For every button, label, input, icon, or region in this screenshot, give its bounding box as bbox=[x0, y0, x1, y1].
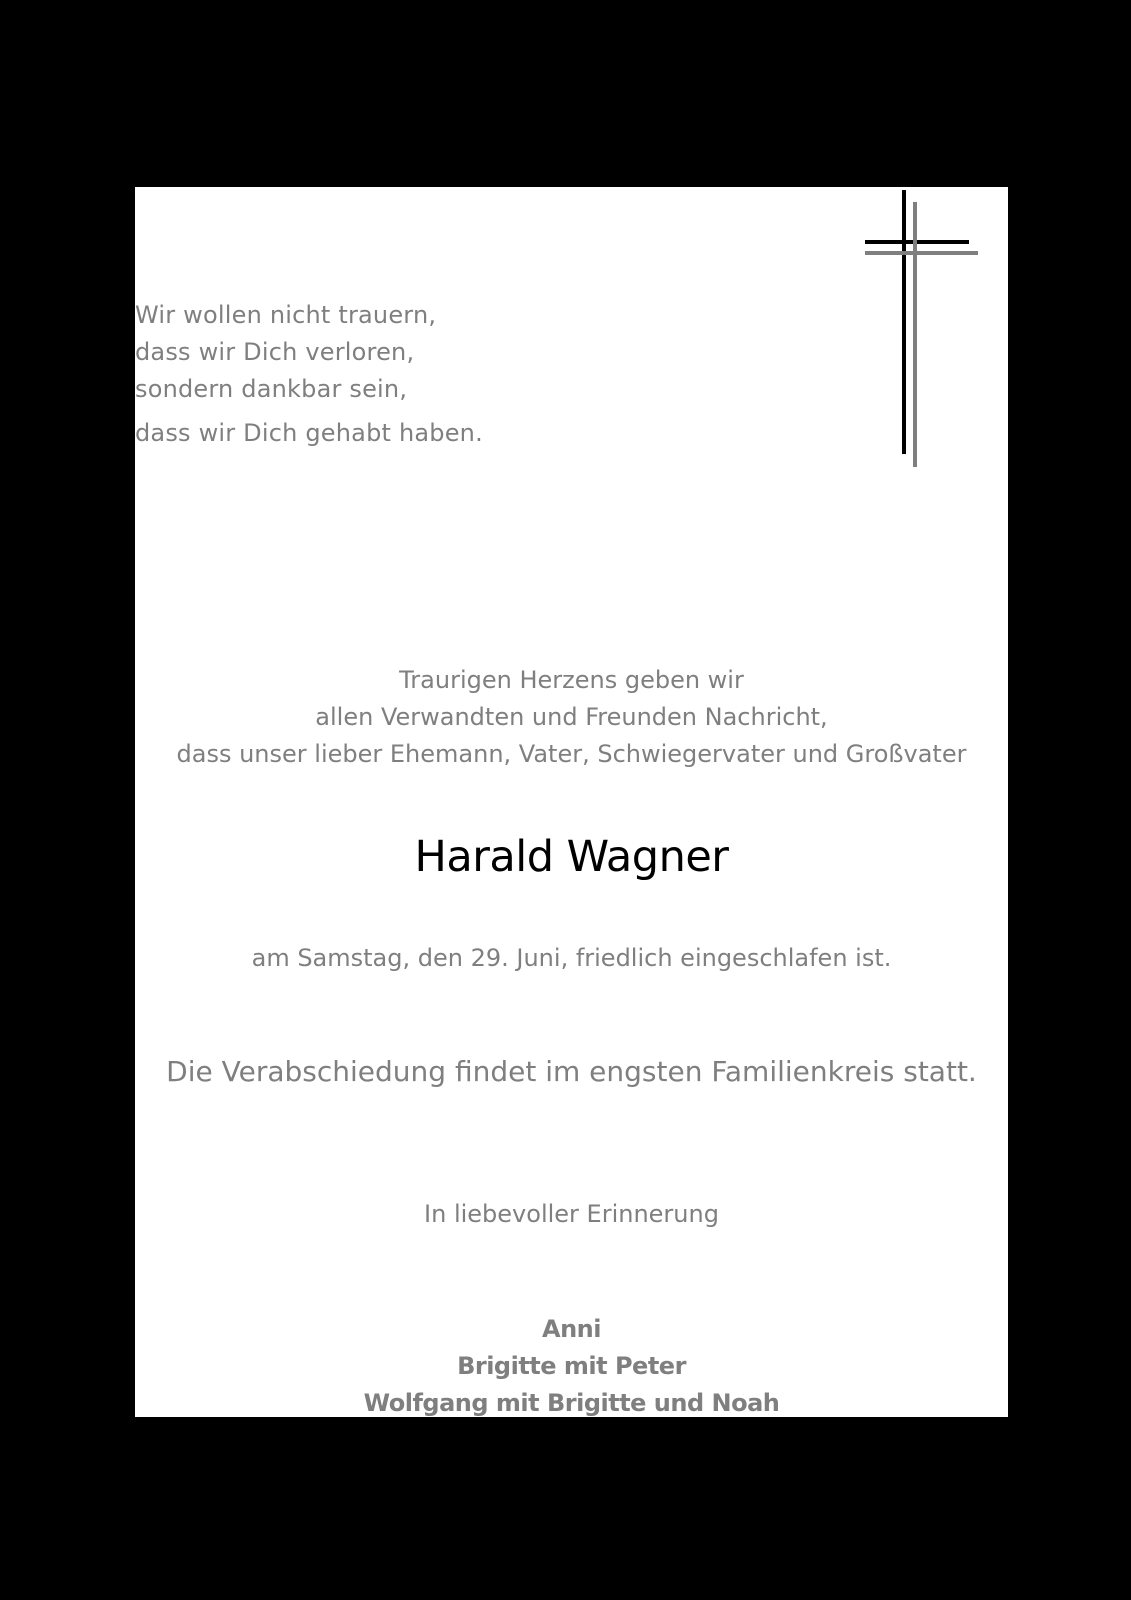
farewell-text: Die Verabschiedung findet im engsten Familienkreis statt. bbox=[166, 1055, 977, 1088]
intro-text bbox=[135, 662, 1008, 773]
date-text: am Samstag, den 29. Juni, friedlich eingeschlafen ist. bbox=[251, 944, 892, 972]
poem bbox=[135, 297, 483, 452]
family-signatures bbox=[135, 1311, 1008, 1417]
double-cross-icon bbox=[865, 187, 1008, 477]
obituary-page bbox=[135, 187, 1008, 1417]
family-line: Wolfgang mit Brigitte und Noah bbox=[363, 1389, 780, 1417]
family-line: Anni bbox=[542, 1315, 601, 1343]
family-line: Brigitte mit Peter bbox=[457, 1352, 686, 1380]
poem-line: dass wir Dich gehabt haben. bbox=[135, 419, 483, 447]
intro-line: dass unser lieber Ehemann, Vater, Schwiegervater und Großvater bbox=[176, 740, 967, 768]
poem-line: sondern dankbar sein, bbox=[135, 375, 408, 403]
deceased-name: Harald Wagner bbox=[414, 832, 729, 882]
memory-text: In liebevoller Erinnerung bbox=[424, 1200, 719, 1228]
intro-line: allen Verwandten und Freunden Nachricht, bbox=[315, 703, 828, 731]
intro-line: Traurigen Herzens geben wir bbox=[399, 666, 744, 694]
poem-line: dass wir Dich verloren, bbox=[135, 338, 415, 366]
poem-line: Wir wollen nicht trauern, bbox=[135, 301, 437, 329]
